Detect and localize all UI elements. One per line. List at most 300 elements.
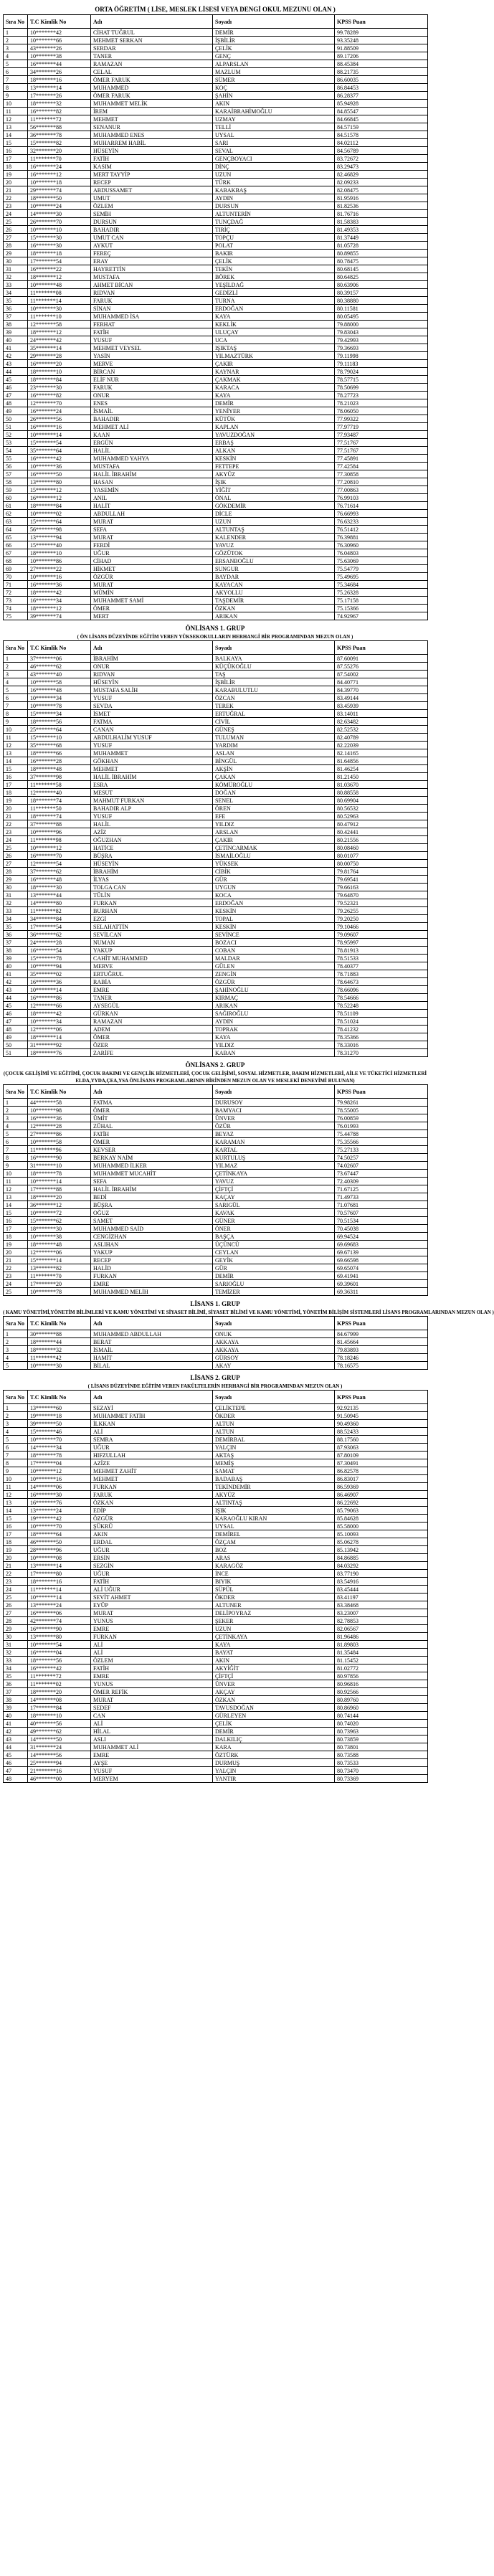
table-row xyxy=(4,1562,428,1570)
table-row xyxy=(4,1436,428,1444)
cell-kpss: 81.45664 xyxy=(335,1338,428,1346)
cell-kpss: 79.83893 xyxy=(335,1346,428,1354)
table-row xyxy=(4,1680,428,1688)
cell-tc: 15*******10 xyxy=(28,734,91,742)
cell-ad: ERDAL xyxy=(91,1538,213,1546)
cell-sira: 11 xyxy=(4,1178,28,1185)
cell-sira: 74 xyxy=(4,605,28,612)
table-header-row xyxy=(4,1317,428,1330)
table-row xyxy=(4,1041,428,1049)
cell-kpss: 85.13942 xyxy=(335,1546,428,1554)
header-kpss: KPSS Puan xyxy=(335,15,428,29)
table-row xyxy=(4,1578,428,1586)
cell-ad: MERYEM xyxy=(91,1775,213,1783)
cell-ad: MEHMET xyxy=(91,1475,213,1483)
cell-sira: 43 xyxy=(4,1736,28,1743)
cell-soyad: ÇİFTÇİ xyxy=(213,1672,335,1680)
cell-ad: HALİL xyxy=(91,820,213,828)
cell-soyad: ÇAKAN xyxy=(213,773,335,781)
cell-soyad: AKŞİN xyxy=(213,765,335,773)
cell-ad: ÖZLEM xyxy=(91,202,213,210)
cell-kpss: 75.63069 xyxy=(335,557,428,565)
table-row xyxy=(4,1601,428,1609)
table-row xyxy=(4,1201,428,1209)
cell-ad: MEHMET ALİ xyxy=(91,423,213,431)
table-row xyxy=(4,844,428,852)
cell-ad: ERTUĞRUL xyxy=(91,970,213,978)
table-row xyxy=(4,907,428,915)
cell-sira: 48 xyxy=(4,1026,28,1033)
cell-soyad: İŞBİLİR xyxy=(213,678,335,686)
cell-soyad: DELİPOYRAZ xyxy=(213,1609,335,1617)
cell-kpss: 79.69541 xyxy=(335,876,428,884)
cell-soyad: ALTUNTERİN xyxy=(213,210,335,218)
cell-ad: MUHARREM HABİL xyxy=(91,139,213,147)
cell-tc: 29*******28 xyxy=(28,352,91,360)
cell-tc: 13*******24 xyxy=(28,1507,91,1515)
header-ad: Adı xyxy=(91,1085,213,1099)
cell-kpss: 79.42993 xyxy=(335,336,428,344)
cell-sira: 6 xyxy=(4,1138,28,1146)
cell-ad: MEHMET xyxy=(91,115,213,123)
cell-soyad: TEKİN xyxy=(213,265,335,273)
cell-soyad: KAPLAN xyxy=(213,423,335,431)
cell-soyad: KABAKBAŞ xyxy=(213,186,335,194)
table-row xyxy=(4,76,428,84)
cell-tc: 18*******56 xyxy=(28,718,91,726)
cell-kpss: 76.71614 xyxy=(335,502,428,510)
cell-ad: MUHAMMED ENES xyxy=(91,131,213,139)
cell-sira: 35 xyxy=(4,923,28,931)
cell-kpss: 80.08460 xyxy=(335,844,428,852)
table-row xyxy=(4,352,428,360)
cell-ad: KASIM xyxy=(91,163,213,171)
cell-sira: 12 xyxy=(4,742,28,749)
section-title: ÖNLİSANS 2. GRUP xyxy=(185,1061,245,1069)
cell-ad: MUHAMMET FATİH xyxy=(91,1412,213,1420)
cell-tc: 16*******30 xyxy=(28,1491,91,1499)
cell-kpss: 81.21450 xyxy=(335,773,428,781)
header-soyad: Soyadı xyxy=(213,641,335,655)
cell-soyad: UYSAL xyxy=(213,1523,335,1530)
cell-kpss: 88.17560 xyxy=(335,1436,428,1444)
cell-tc: 19*******18 xyxy=(28,1412,91,1420)
table-row xyxy=(4,813,428,820)
cell-sira: 20 xyxy=(4,1554,28,1562)
cell-tc: 14*******08 xyxy=(28,1696,91,1704)
cell-soyad: DEMİR xyxy=(213,1728,335,1736)
cell-sira: 19 xyxy=(4,1546,28,1554)
cell-soyad: BADABAŞ xyxy=(213,1475,335,1483)
cell-sira: 34 xyxy=(4,289,28,297)
cell-soyad: KARABULUTLU xyxy=(213,686,335,694)
cell-soyad: ZENGİN xyxy=(213,970,335,978)
cell-ad: MUSTAFA SALİH xyxy=(91,686,213,694)
cell-sira: 7 xyxy=(4,76,28,84)
cell-soyad: TELLİ xyxy=(213,123,335,131)
cell-tc: 16*******24 xyxy=(28,407,91,415)
cell-ad: ÖMER xyxy=(91,1138,213,1146)
cell-kpss: 75.49695 xyxy=(335,573,428,581)
table-row xyxy=(4,1154,428,1162)
cell-tc: 18*******56 xyxy=(28,1657,91,1665)
cell-sira: 24 xyxy=(4,1280,28,1288)
cell-kpss: 81.64856 xyxy=(335,757,428,765)
cell-kpss: 75.34684 xyxy=(335,581,428,589)
table-row xyxy=(4,1404,428,1412)
cell-ad: HİKMET xyxy=(91,565,213,573)
cell-sira: 30 xyxy=(4,257,28,265)
cell-sira: 58 xyxy=(4,478,28,486)
cell-sira: 10 xyxy=(4,1170,28,1178)
cell-kpss: 84.03292 xyxy=(335,1562,428,1570)
cell-tc: 10*******08 xyxy=(28,1554,91,1562)
table-row xyxy=(4,84,428,92)
list-section xyxy=(3,1373,427,1783)
cell-soyad: KAYACAN xyxy=(213,581,335,589)
cell-soyad: CEYLAN xyxy=(213,1249,335,1256)
cell-tc: 37*******98 xyxy=(28,773,91,781)
header-sira: Sıra No xyxy=(4,1317,28,1330)
cell-kpss: 75.35566 xyxy=(335,1138,428,1146)
cell-kpss: 76.01993 xyxy=(335,1122,428,1130)
cell-sira: 26 xyxy=(4,226,28,234)
cell-tc: 31*******10 xyxy=(28,1162,91,1170)
cell-ad: İSMAİL xyxy=(91,1346,213,1354)
cell-sira: 62 xyxy=(4,510,28,518)
cell-soyad: BAYDAR xyxy=(213,573,335,581)
cell-sira: 44 xyxy=(4,368,28,376)
cell-sira: 36 xyxy=(4,1680,28,1688)
cell-tc: 10*******70 xyxy=(28,1523,91,1530)
header-kpss: KPSS Puan xyxy=(335,1391,428,1404)
cell-soyad: ÖZÇAM xyxy=(213,1538,335,1546)
cell-sira: 13 xyxy=(4,749,28,757)
cell-kpss: 69.36311 xyxy=(335,1288,428,1296)
cell-soyad: YANTIR xyxy=(213,1775,335,1783)
table-row xyxy=(4,344,428,352)
cell-tc: 35*******02 xyxy=(28,970,91,978)
cell-tc: 18*******16 xyxy=(28,76,91,84)
table-row xyxy=(4,194,428,202)
cell-tc: 10*******12 xyxy=(28,844,91,852)
table-row xyxy=(4,1288,428,1296)
cell-soyad: BEYAZ xyxy=(213,1130,335,1138)
cell-soyad: YAVUZDOĞAN xyxy=(213,431,335,439)
cell-kpss: 88.45384 xyxy=(335,60,428,68)
cell-ad: HÜSEYİN xyxy=(91,860,213,868)
cell-ad: MAHMUT FURKAN xyxy=(91,797,213,805)
cell-kpss: 81.15452 xyxy=(335,1657,428,1665)
cell-sira: 71 xyxy=(4,581,28,589)
cell-kpss: 89.17206 xyxy=(335,52,428,60)
table-row xyxy=(4,415,428,423)
cell-tc: 10*******78 xyxy=(28,1288,91,1296)
cell-ad: AKIN xyxy=(91,1530,213,1538)
table-row xyxy=(4,931,428,939)
cell-sira: 14 xyxy=(4,131,28,139)
cell-soyad: YARDIM xyxy=(213,742,335,749)
cell-soyad: BOZ xyxy=(213,1546,335,1554)
cell-ad: SELAHATTİN xyxy=(91,923,213,931)
cell-kpss: 91.50945 xyxy=(335,1412,428,1420)
cell-ad: GÜRKAN xyxy=(91,1010,213,1018)
cell-sira: 5 xyxy=(4,1436,28,1444)
cell-sira: 14 xyxy=(4,1201,28,1209)
cell-ad: TANER xyxy=(91,994,213,1002)
cell-tc: 11*******10 xyxy=(28,313,91,321)
cell-ad: KEVSER xyxy=(91,1146,213,1154)
cell-tc: 16*******82 xyxy=(28,108,91,115)
cell-soyad: ULUÇAY xyxy=(213,328,335,336)
table-row xyxy=(4,939,428,947)
cell-kpss: 83.41197 xyxy=(335,1594,428,1601)
cell-ad: SEMİH xyxy=(91,210,213,218)
cell-sira: 15 xyxy=(4,1515,28,1523)
cell-soyad: ÇİFTÇİ xyxy=(213,1185,335,1193)
section-note: ELDA,YYDA,ÇEA,YSA ÖNLİSANS PROGRAMLARININ BİRİNDEN MEZUN OLAN VE MESLEKİ DENEYİMİ BULUNAN) xyxy=(75,1078,355,1084)
cell-sira: 6 xyxy=(4,68,28,76)
cell-ad: BÜŞRA xyxy=(91,1201,213,1209)
cell-soyad: BAKIR xyxy=(213,250,335,257)
table-row xyxy=(4,962,428,970)
cell-sira: 50 xyxy=(4,1041,28,1049)
cell-ad: MEHMET SERKAN xyxy=(91,37,213,44)
cell-ad: SEMRA xyxy=(91,1436,213,1444)
cell-soyad: AYDIN xyxy=(213,1018,335,1026)
cell-ad: MÜMİN xyxy=(91,589,213,597)
cell-kpss: 77.97719 xyxy=(335,423,428,431)
cell-soyad: KESKİN xyxy=(213,923,335,931)
cell-sira: 48 xyxy=(4,1775,28,1783)
cell-soyad: DİNÇ xyxy=(213,163,335,171)
cell-ad: YASİN xyxy=(91,352,213,360)
cell-sira: 33 xyxy=(4,1657,28,1665)
cell-soyad: TEMİZER xyxy=(213,1288,335,1296)
cell-kpss: 81.05728 xyxy=(335,242,428,250)
cell-soyad: YILDIZ xyxy=(213,820,335,828)
cell-tc: 37*******62 xyxy=(28,868,91,876)
cell-sira: 21 xyxy=(4,186,28,194)
cell-kpss: 77.45891 xyxy=(335,455,428,463)
cell-tc: 18*******10 xyxy=(28,368,91,376)
cell-sira: 63 xyxy=(4,518,28,526)
cell-soyad: CİBİK xyxy=(213,868,335,876)
cell-tc: 17*******54 xyxy=(28,257,91,265)
cell-ad: ERAY xyxy=(91,257,213,265)
cell-ad: AYŞE xyxy=(91,1759,213,1767)
cell-ad: HALİT xyxy=(91,502,213,510)
cell-kpss: 80.74020 xyxy=(335,1720,428,1728)
cell-kpss: 75.15366 xyxy=(335,605,428,612)
cell-tc: 27*******22 xyxy=(28,565,91,573)
cell-tc: 10*******14 xyxy=(28,431,91,439)
cell-tc: 27*******86 xyxy=(28,1130,91,1138)
cell-ad: KAAN xyxy=(91,431,213,439)
cell-kpss: 77.51767 xyxy=(335,439,428,447)
cell-ad: MERT xyxy=(91,612,213,620)
cell-ad: MUSTAFA xyxy=(91,463,213,470)
cell-sira: 57 xyxy=(4,470,28,478)
cell-soyad: SARI xyxy=(213,139,335,147)
cell-tc: 26*******70 xyxy=(28,218,91,226)
cell-kpss: 81.95916 xyxy=(335,194,428,202)
cell-ad: FURKAN xyxy=(91,1272,213,1280)
cell-ad: DURSUN xyxy=(91,218,213,226)
table-row xyxy=(4,1586,428,1594)
cell-kpss: 78.16575 xyxy=(335,1362,428,1370)
cell-soyad: KALENDER xyxy=(213,534,335,541)
table-row xyxy=(4,297,428,305)
table-header-row xyxy=(4,1085,428,1099)
cell-ad: AHMET BİCAN xyxy=(91,281,213,289)
cell-ad: MERT TAYYİP xyxy=(91,171,213,179)
cell-soyad: BALKAYA xyxy=(213,655,335,663)
header-tc: T.C Kimlik No xyxy=(28,1085,91,1099)
cell-kpss: 71.07681 xyxy=(335,1201,428,1209)
cell-sira: 66 xyxy=(4,541,28,549)
cell-kpss: 76.66993 xyxy=(335,510,428,518)
table-row xyxy=(4,1330,428,1338)
cell-soyad: ALPARSLAN xyxy=(213,60,335,68)
list-section xyxy=(3,623,427,1057)
cell-soyad: TAVUSDOĞAN xyxy=(213,1704,335,1712)
cell-soyad: ÇELİK xyxy=(213,1720,335,1728)
cell-tc: 23*******30 xyxy=(28,384,91,392)
header-ad: Adı xyxy=(91,641,213,655)
cell-ad: YUNUS xyxy=(91,1617,213,1625)
cell-soyad: SÜMER xyxy=(213,76,335,84)
header-soyad: Soyadı xyxy=(213,1391,335,1404)
cell-ad: MERVE xyxy=(91,962,213,970)
cell-kpss: 80.97856 xyxy=(335,1672,428,1680)
cell-ad: FURKAN xyxy=(91,1483,213,1491)
cell-tc: 10*******34 xyxy=(28,694,91,702)
cell-kpss: 80.89760 xyxy=(335,1696,428,1704)
cell-kpss: 78.95997 xyxy=(335,939,428,947)
cell-ad: YUSUF xyxy=(91,742,213,749)
cell-sira: 14 xyxy=(4,1507,28,1515)
cell-kpss: 76.99103 xyxy=(335,494,428,502)
cell-soyad: KARA xyxy=(213,1743,335,1751)
cell-soyad: BÖREK xyxy=(213,273,335,281)
cell-ad: BAHADIR ALP xyxy=(91,805,213,813)
cell-sira: 41 xyxy=(4,970,28,978)
cell-tc: 18*******12 xyxy=(28,273,91,281)
table-row xyxy=(4,439,428,447)
cell-tc: 14*******56 xyxy=(28,1751,91,1759)
cell-tc: 10*******34 xyxy=(28,1018,91,1026)
cell-sira: 27 xyxy=(4,234,28,242)
cell-ad: SERDAR xyxy=(91,44,213,52)
cell-soyad: İNCE xyxy=(213,1570,335,1578)
cell-kpss: 80.00750 xyxy=(335,860,428,868)
cell-sira: 65 xyxy=(4,534,28,541)
cell-kpss: 83.72672 xyxy=(335,155,428,163)
cell-sira: 25 xyxy=(4,1594,28,1601)
cell-tc: 11*******14 xyxy=(28,297,91,305)
cell-sira: 37 xyxy=(4,1688,28,1696)
cell-tc: 36*******62 xyxy=(28,931,91,939)
header-tc: T.C Kimlik No xyxy=(28,1391,91,1404)
cell-kpss: 91.88509 xyxy=(335,44,428,52)
cell-ad: ASLIHAN xyxy=(91,1241,213,1249)
table-row xyxy=(4,773,428,781)
cell-sira: 37 xyxy=(4,939,28,947)
table-row xyxy=(4,1033,428,1041)
table-row xyxy=(4,947,428,955)
cell-soyad: ÇAKMAK xyxy=(213,376,335,384)
cell-soyad: MEMİŞ xyxy=(213,1459,335,1467)
cell-kpss: 73.67447 xyxy=(335,1170,428,1178)
cell-sira: 17 xyxy=(4,155,28,163)
cell-soyad: KARTAL xyxy=(213,1146,335,1154)
cell-kpss: 85.06278 xyxy=(335,1538,428,1546)
cell-ad: UMUT xyxy=(91,194,213,202)
cell-soyad: DEMİR xyxy=(213,29,335,37)
cell-sira: 21 xyxy=(4,1256,28,1264)
cell-tc: 18*******78 xyxy=(28,1452,91,1459)
cell-ad: ABDULLAH xyxy=(91,510,213,518)
cell-sira: 38 xyxy=(4,1696,28,1704)
cell-tc: 16*******20 xyxy=(28,360,91,368)
cell-soyad: KESKİN xyxy=(213,455,335,463)
cell-sira: 44 xyxy=(4,1743,28,1751)
table-row xyxy=(4,1507,428,1515)
cell-tc: 34*******84 xyxy=(28,915,91,923)
cell-sira: 36 xyxy=(4,305,28,313)
table-row xyxy=(4,1499,428,1507)
cell-ad: BAHADIR xyxy=(91,415,213,423)
cell-soyad: GÜNEŞ xyxy=(213,726,335,734)
cell-tc: 35*******64 xyxy=(28,447,91,455)
cell-soyad: POLAT xyxy=(213,242,335,250)
table-row xyxy=(4,1491,428,1499)
cell-ad: BAHADIR xyxy=(91,226,213,234)
cell-sira: 3 xyxy=(4,671,28,678)
cell-ad: UĞUR xyxy=(91,549,213,557)
cell-sira: 46 xyxy=(4,1759,28,1767)
cell-kpss: 78.57715 xyxy=(335,376,428,384)
cell-tc: 10*******70 xyxy=(28,1436,91,1444)
cell-kpss: 79.98261 xyxy=(335,1099,428,1107)
cell-kpss: 83.54916 xyxy=(335,1578,428,1586)
table-row xyxy=(4,1704,428,1712)
cell-tc: 13*******14 xyxy=(28,1562,91,1570)
cell-kpss: 79.36693 xyxy=(335,344,428,352)
cell-kpss: 78.51533 xyxy=(335,955,428,962)
cell-kpss: 86.84453 xyxy=(335,84,428,92)
table-row xyxy=(4,455,428,463)
cell-soyad: KÜTÜK xyxy=(213,415,335,423)
cell-soyad: SEVAL xyxy=(213,147,335,155)
table-row xyxy=(4,1170,428,1178)
cell-ad: ÖMER xyxy=(91,605,213,612)
cell-tc: 16*******42 xyxy=(28,1665,91,1672)
table-row xyxy=(4,1570,428,1578)
cell-soyad: DALKILIÇ xyxy=(213,1736,335,1743)
cell-sira: 46 xyxy=(4,1010,28,1018)
cell-tc: 49*******62 xyxy=(28,1728,91,1736)
cell-sira: 42 xyxy=(4,352,28,360)
cell-ad: FATMA xyxy=(91,1099,213,1107)
cell-ad: EZGİ xyxy=(91,915,213,923)
cell-kpss: 69.69683 xyxy=(335,1241,428,1249)
table-row xyxy=(4,321,428,328)
cell-sira: 9 xyxy=(4,1467,28,1475)
table-row xyxy=(4,131,428,139)
cell-kpss: 83.14011 xyxy=(335,710,428,718)
